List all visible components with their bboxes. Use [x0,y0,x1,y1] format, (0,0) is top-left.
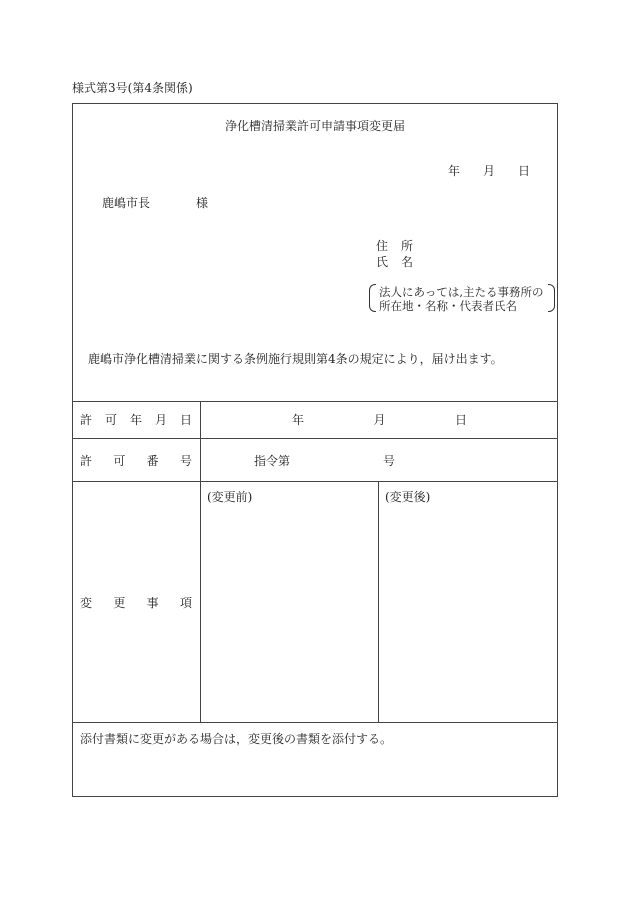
corporate-note-line2: 所在地・名称・代表者氏名 [379,299,517,313]
permit-number-label [80,455,192,467]
before-after-divider [378,481,379,722]
name-char: 名 [400,255,413,269]
date-year-char: 年 [448,164,461,178]
date-month-char: 月 [482,164,495,178]
attachment-note: 添付書類に変更がある場合は，変更後の書類を添付する。 [80,732,393,746]
corporate-note-line1: 法人にあっては,主たる事務所の [379,285,544,299]
date-day-char: 日 [517,164,530,178]
label-char: 可 [104,413,117,427]
label-char: 許 [80,454,93,468]
label-char: 変 [80,596,93,610]
label-char: 項 [179,596,192,610]
after-change-label: (変更後) [385,490,431,504]
note-bracket-left [369,284,376,312]
label-char: 可 [113,454,126,468]
change-items-label [80,597,192,609]
form-title: 浄化槽清掃業許可申請事項変更届 [224,119,405,133]
submission-date [448,165,530,177]
note-bracket-right [548,284,555,312]
label-char: 月 [154,413,167,427]
permit-date-value [292,414,467,426]
row-divider-change-items [72,481,558,482]
permit-number-suffix: 号 [383,454,396,468]
label-char: 号 [179,454,192,468]
value-year-char: 年 [292,413,305,427]
addressee-city: 鹿嶋市長 [102,196,151,210]
applicant-address-label [376,240,413,252]
form-number-label: 様式第3号(第4条関係) [72,81,193,95]
applicant-name-label [376,256,413,268]
address-char: 所 [400,239,413,253]
name-char: 氏 [376,255,389,269]
permit-number-prefix: 指令第 [254,454,291,468]
addressee-honorific: 様 [196,196,209,210]
label-char: 年 [129,413,142,427]
value-month-char: 月 [373,413,386,427]
label-char: 事 [146,596,159,610]
label-char: 更 [113,596,126,610]
label-char: 番 [146,454,159,468]
submission-statement: 鹿嶋市浄化槽清掃業に関する条例施行規則第4条の規定により，届け出ます。 [88,352,503,366]
label-column-divider [200,401,201,722]
label-char: 許 [80,413,93,427]
address-char: 住 [376,239,389,253]
row-divider-permit-number [72,438,558,439]
table-top-rule [72,401,558,402]
permit-date-label [80,414,192,426]
label-char: 日 [179,413,192,427]
value-day-char: 日 [454,413,467,427]
before-change-label: (変更前) [207,490,253,504]
row-divider-footer [72,722,558,723]
